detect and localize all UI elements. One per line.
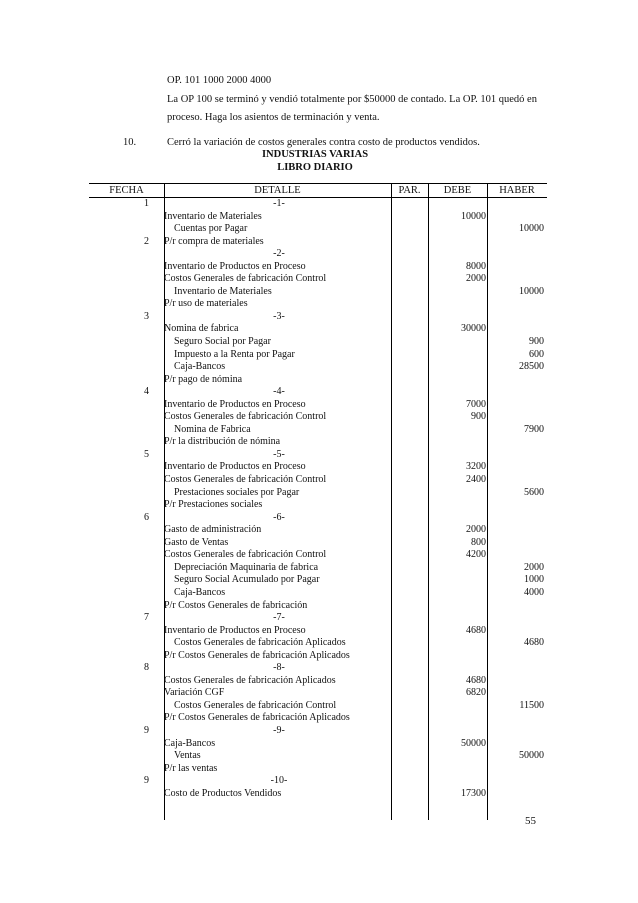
journal-row — [89, 712, 547, 725]
row-debe: 2000 — [466, 524, 486, 536]
page-number: 55 — [525, 815, 536, 827]
row-debe: 7000 — [466, 398, 486, 410]
row-detail: -6- — [273, 511, 285, 523]
journal-row — [89, 424, 547, 437]
row-detail: -4- — [273, 386, 285, 398]
journal-row — [89, 562, 547, 575]
row-detail: P/r Costos Generales de fabricación — [164, 599, 308, 611]
journal-row — [89, 261, 547, 274]
header-debe: DEBE — [443, 185, 472, 196]
row-detail: -3- — [273, 310, 285, 322]
row-detail: Inventario de Productos en Proceso — [164, 398, 306, 410]
row-debe: 3200 — [466, 461, 486, 473]
journal-row — [89, 775, 547, 788]
row-detail: Costos Generales de fabricación Aplicados — [174, 637, 346, 649]
row-detail: P/r Prestaciones sociales — [164, 499, 263, 511]
row-detail: P/r la distribución de nómina — [164, 436, 281, 448]
row-detail: -9- — [273, 724, 285, 736]
row-detail: -2- — [273, 248, 285, 260]
journal-row — [89, 349, 547, 362]
row-haber: 1000 — [524, 574, 544, 586]
row-detail: Costos Generales de fabricación Aplicados — [164, 674, 336, 686]
row-debe: 2000 — [466, 273, 486, 285]
row-date: 9 — [144, 775, 149, 787]
journal-row — [89, 273, 547, 286]
row-detail: Costos Generales de fabricación Control — [164, 411, 327, 423]
op-line: OP. 101 1000 2000 4000 — [167, 75, 272, 86]
journal-row — [89, 436, 547, 449]
header-detalle: DETALLE — [254, 185, 301, 196]
row-haber: 2000 — [524, 561, 544, 573]
journal-row — [89, 461, 547, 474]
row-detail: Caja-Bancos — [164, 737, 216, 749]
company-title: INDUSTRIAS VARIAS — [261, 149, 369, 160]
journal-row — [89, 675, 547, 688]
row-detail: Nomina de fabrica — [164, 323, 239, 335]
row-haber: 4000 — [524, 586, 544, 598]
journal-row — [89, 587, 547, 600]
row-detail: Costos Generales de fabricación Control — [174, 699, 337, 711]
row-detail: -8- — [273, 662, 285, 674]
journal-row — [89, 298, 547, 311]
row-detail: Ventas — [174, 750, 201, 762]
journal-row — [89, 512, 547, 525]
journal-row — [89, 637, 547, 650]
journal-row — [89, 700, 547, 713]
row-detail: Costos Generales de fabricación Control — [164, 474, 327, 486]
journal-row — [89, 248, 547, 261]
journal-row — [89, 738, 547, 751]
row-debe: 800 — [471, 536, 486, 548]
journal-row — [89, 788, 547, 801]
row-detail: Costo de Productos Vendidos — [164, 787, 282, 799]
journal-row — [89, 524, 547, 537]
row-date: 3 — [144, 310, 149, 322]
journal-row — [89, 449, 547, 462]
row-haber: 50000 — [519, 750, 544, 762]
row-detail: Gasto de administración — [164, 524, 262, 536]
row-detail: P/r Costos Generales de fabricación Aplicados — [164, 649, 350, 661]
row-detail: Depreciación Maquinaria de fabrica — [174, 561, 319, 573]
row-detail: Caja-Bancos — [174, 361, 226, 373]
row-haber: 600 — [529, 348, 544, 360]
row-haber: 4680 — [524, 637, 544, 649]
row-detail: Inventario de Productos en Proceso — [164, 461, 306, 473]
row-detail: Seguro Social Acumulado por Pagar — [174, 574, 320, 586]
journal-row — [89, 487, 547, 500]
journal-row — [89, 386, 547, 399]
journal-row — [89, 399, 547, 412]
journal-row — [89, 499, 547, 512]
journal-row — [89, 625, 547, 638]
journal-row — [89, 750, 547, 763]
intro-text-1: La OP 100 se terminó y vendió totalmente por $50000 de contado. La OP. 101 quedó en — [167, 94, 537, 105]
journal-row — [89, 411, 547, 424]
journal-row — [89, 650, 547, 663]
journal-row — [89, 223, 547, 236]
journal-table — [89, 183, 547, 820]
row-haber: 10000 — [519, 285, 544, 297]
header-haber: HABER — [499, 185, 535, 196]
journal-row — [89, 574, 547, 587]
header-fecha: FECHA — [109, 185, 144, 196]
journal-row — [89, 374, 547, 387]
journal-row — [89, 763, 547, 776]
journal-rows — [89, 198, 547, 800]
row-detail: -7- — [273, 612, 285, 624]
journal-row — [89, 687, 547, 700]
journal-row — [89, 474, 547, 487]
row-detail: Inventario de Productos en Proceso — [164, 260, 306, 272]
row-date: 8 — [144, 662, 149, 674]
journal-row — [89, 336, 547, 349]
row-detail: Prestaciones sociales por Pagar — [174, 486, 300, 498]
journal-row — [89, 549, 547, 562]
row-detail: -10- — [270, 775, 288, 787]
row-detail: Costos Generales de fabricación Control — [164, 273, 327, 285]
row-date: 1 — [144, 198, 149, 209]
row-detail: -1- — [273, 198, 285, 209]
row-haber: 11500 — [519, 699, 544, 711]
row-detail: P/r pago de nómina — [164, 373, 243, 385]
row-detail: Cuentas por Pagar — [174, 223, 248, 235]
row-date: 5 — [144, 448, 149, 460]
row-haber: 10000 — [519, 223, 544, 235]
row-haber: 900 — [529, 336, 544, 348]
row-detail: P/r Costos Generales de fabricación Aplicados — [164, 712, 350, 724]
journal-row — [89, 537, 547, 550]
row-detail: Gasto de Ventas — [164, 536, 229, 548]
journal-row — [89, 361, 547, 374]
journal-row — [89, 211, 547, 224]
row-detail: Variación CGF — [164, 687, 225, 699]
row-debe: 6820 — [466, 687, 486, 699]
journal-row — [89, 198, 547, 211]
journal-row — [89, 612, 547, 625]
row-haber: 7900 — [524, 423, 544, 435]
item-number: 10. — [123, 137, 137, 148]
row-debe: 30000 — [461, 323, 486, 335]
row-detail: Nomina de Fabrica — [174, 423, 251, 435]
row-detail: Inventario de Productos en Proceso — [164, 624, 306, 636]
book-title: LIBRO DIARIO — [277, 162, 353, 173]
row-date: 2 — [144, 235, 149, 247]
row-debe: 4200 — [466, 549, 486, 561]
journal-row — [89, 286, 547, 299]
row-debe: 2400 — [466, 474, 486, 486]
row-haber: 28500 — [519, 361, 544, 373]
journal-row — [89, 311, 547, 324]
row-date: 9 — [144, 724, 149, 736]
row-detail: Caja-Bancos — [174, 586, 226, 598]
row-date: 6 — [144, 511, 149, 523]
row-detail: Costos Generales de fabricación Control — [164, 549, 327, 561]
journal-row — [89, 725, 547, 738]
intro-text-2: proceso. Haga los asientos de terminación y venta. — [167, 112, 380, 123]
journal-row — [89, 600, 547, 613]
row-detail: Impuesto a la Renta por Pagar — [174, 348, 295, 360]
journal-row — [89, 323, 547, 336]
row-detail: P/r uso de materiales — [164, 298, 248, 310]
row-debe: 900 — [471, 411, 486, 423]
row-debe: 4680 — [466, 624, 486, 636]
row-date: 7 — [144, 612, 149, 624]
header-par: PAR. — [398, 185, 421, 196]
journal-row — [89, 662, 547, 675]
row-detail: P/r las ventas — [164, 762, 218, 774]
row-debe: 17300 — [461, 787, 486, 799]
row-debe: 4680 — [466, 674, 486, 686]
journal-row — [89, 236, 547, 249]
row-debe: 10000 — [461, 210, 486, 222]
row-haber: 5600 — [524, 486, 544, 498]
row-detail: -5- — [273, 448, 285, 460]
row-detail: Seguro Social por Pagar — [174, 336, 271, 348]
row-detail: P/r compra de materiales — [164, 235, 264, 247]
item-text: Cerró la variación de costos generales contra costo de productos vendidos. — [167, 137, 480, 148]
row-detail: Inventario de Materiales — [164, 210, 262, 222]
row-debe: 8000 — [466, 260, 486, 272]
row-date: 4 — [144, 386, 149, 398]
row-debe: 50000 — [461, 737, 486, 749]
row-detail: Inventario de Materiales — [174, 285, 272, 297]
